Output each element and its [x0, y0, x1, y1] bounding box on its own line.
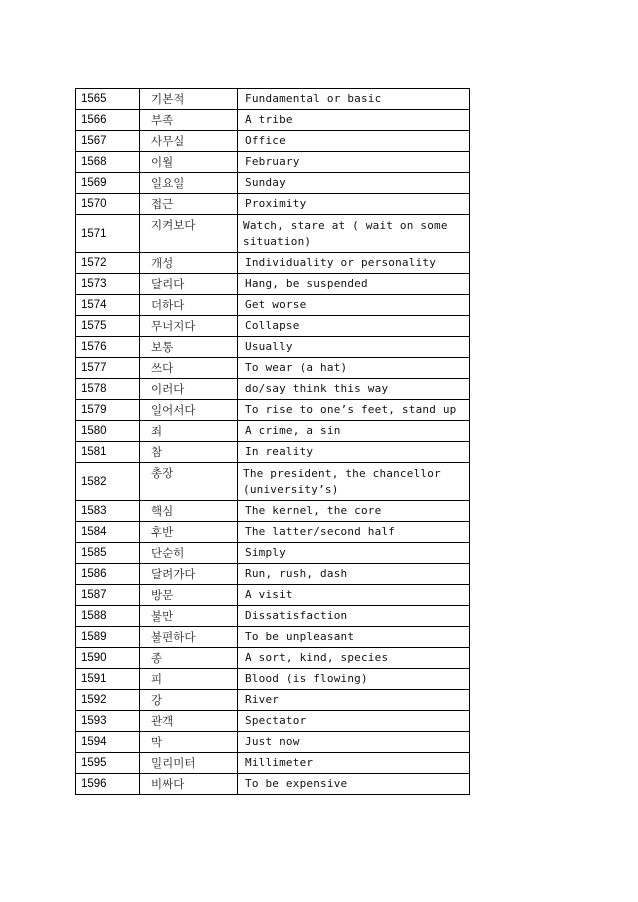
korean-word: 더하다 [140, 295, 238, 316]
korean-word: 관객 [140, 711, 238, 732]
entry-number: 1567 [76, 131, 140, 152]
korean-word: 비싸다 [140, 774, 238, 795]
table-row [76, 194, 470, 215]
table-row [76, 711, 470, 732]
table-row [76, 564, 470, 585]
table-row [76, 501, 470, 522]
table-row [76, 753, 470, 774]
english-meaning: To rise to one’s feet, stand up [238, 400, 470, 421]
korean-word: 개성 [140, 253, 238, 274]
table-row [76, 358, 470, 379]
table-row [76, 421, 470, 442]
english-meaning: River [238, 690, 470, 711]
english-meaning: To wear (a hat) [238, 358, 470, 379]
english-meaning: The president, the chancellor (university’s) [238, 463, 470, 501]
entry-number: 1568 [76, 152, 140, 173]
entry-number: 1595 [76, 753, 140, 774]
english-meaning: Collapse [238, 316, 470, 337]
korean-word: 접근 [140, 194, 238, 215]
table-row [76, 274, 470, 295]
entry-number: 1582 [76, 463, 140, 501]
table-row [76, 173, 470, 194]
table-row [76, 690, 470, 711]
entry-number: 1577 [76, 358, 140, 379]
english-meaning: The latter/second half [238, 522, 470, 543]
korean-word: 단순히 [140, 543, 238, 564]
entry-number: 1585 [76, 543, 140, 564]
table-row [76, 648, 470, 669]
entry-number: 1592 [76, 690, 140, 711]
korean-word: 불만 [140, 606, 238, 627]
korean-word: 달려가다 [140, 564, 238, 585]
english-meaning: Just now [238, 732, 470, 753]
table-row [76, 669, 470, 690]
entry-number: 1587 [76, 585, 140, 606]
entry-number: 1566 [76, 110, 140, 131]
english-meaning: Individuality or personality [238, 253, 470, 274]
table-row [76, 732, 470, 753]
entry-number: 1589 [76, 627, 140, 648]
entry-number: 1581 [76, 442, 140, 463]
english-meaning: To be expensive [238, 774, 470, 795]
english-meaning: Fundamental or basic [238, 89, 470, 110]
table-row [76, 442, 470, 463]
english-meaning: Office [238, 131, 470, 152]
english-meaning: Blood (is flowing) [238, 669, 470, 690]
table-row [76, 89, 470, 110]
english-meaning: Usually [238, 337, 470, 358]
english-meaning: To be unpleasant [238, 627, 470, 648]
korean-word: 사무실 [140, 131, 238, 152]
table-row [76, 253, 470, 274]
english-meaning: Simply [238, 543, 470, 564]
entry-number: 1593 [76, 711, 140, 732]
entry-number: 1573 [76, 274, 140, 295]
table-row [76, 131, 470, 152]
korean-word: 보통 [140, 337, 238, 358]
entry-number: 1570 [76, 194, 140, 215]
korean-word: 막 [140, 732, 238, 753]
english-meaning: Sunday [238, 173, 470, 194]
korean-word: 이러다 [140, 379, 238, 400]
table-row [76, 606, 470, 627]
entry-number: 1569 [76, 173, 140, 194]
entry-number: 1571 [76, 215, 140, 253]
table-row [76, 400, 470, 421]
korean-word: 무너지다 [140, 316, 238, 337]
korean-word: 방문 [140, 585, 238, 606]
korean-word: 기본적 [140, 89, 238, 110]
table-row [76, 337, 470, 358]
english-meaning: Watch, stare at ( wait on some situation) [238, 215, 470, 253]
english-meaning: Hang, be suspended [238, 274, 470, 295]
korean-word: 죄 [140, 421, 238, 442]
english-meaning: Get worse [238, 295, 470, 316]
entry-number: 1579 [76, 400, 140, 421]
table-row [76, 585, 470, 606]
korean-word: 지켜보다 [140, 215, 238, 253]
korean-word: 총장 [140, 463, 238, 501]
korean-word: 쓰다 [140, 358, 238, 379]
entry-number: 1575 [76, 316, 140, 337]
korean-word: 참 [140, 442, 238, 463]
table-row [76, 379, 470, 400]
english-meaning: In reality [238, 442, 470, 463]
table-row [76, 627, 470, 648]
korean-word: 핵심 [140, 501, 238, 522]
entry-number: 1584 [76, 522, 140, 543]
entry-number: 1583 [76, 501, 140, 522]
entry-number: 1574 [76, 295, 140, 316]
korean-word: 종 [140, 648, 238, 669]
korean-word: 부족 [140, 110, 238, 131]
table-row [76, 522, 470, 543]
korean-word: 피 [140, 669, 238, 690]
english-meaning: The kernel, the core [238, 501, 470, 522]
entry-number: 1572 [76, 253, 140, 274]
english-meaning: Spectator [238, 711, 470, 732]
korean-word: 강 [140, 690, 238, 711]
entry-number: 1594 [76, 732, 140, 753]
entry-number: 1596 [76, 774, 140, 795]
english-meaning: A tribe [238, 110, 470, 131]
vocabulary-table-body [76, 89, 470, 795]
korean-word: 이월 [140, 152, 238, 173]
entry-number: 1588 [76, 606, 140, 627]
vocabulary-table [75, 88, 470, 795]
korean-word: 일요일 [140, 173, 238, 194]
english-meaning: A crime, a sin [238, 421, 470, 442]
english-meaning: Proximity [238, 194, 470, 215]
korean-word: 밀리미터 [140, 753, 238, 774]
english-meaning: Dissatisfaction [238, 606, 470, 627]
english-meaning: A visit [238, 585, 470, 606]
table-row [76, 152, 470, 173]
table-row [76, 543, 470, 564]
table-row [76, 774, 470, 795]
table-row [76, 463, 470, 501]
korean-word: 일어서다 [140, 400, 238, 421]
entry-number: 1591 [76, 669, 140, 690]
entry-number: 1586 [76, 564, 140, 585]
korean-word: 달리다 [140, 274, 238, 295]
korean-word: 불편하다 [140, 627, 238, 648]
english-meaning: do/say think this way [238, 379, 470, 400]
english-meaning: February [238, 152, 470, 173]
entry-number: 1590 [76, 648, 140, 669]
table-row [76, 295, 470, 316]
korean-word: 후반 [140, 522, 238, 543]
entry-number: 1578 [76, 379, 140, 400]
table-row [76, 215, 470, 253]
english-meaning: Millimeter [238, 753, 470, 774]
entry-number: 1576 [76, 337, 140, 358]
english-meaning: Run, rush, dash [238, 564, 470, 585]
table-row [76, 316, 470, 337]
entry-number: 1580 [76, 421, 140, 442]
english-meaning: A sort, kind, species [238, 648, 470, 669]
entry-number: 1565 [76, 89, 140, 110]
table-row [76, 110, 470, 131]
